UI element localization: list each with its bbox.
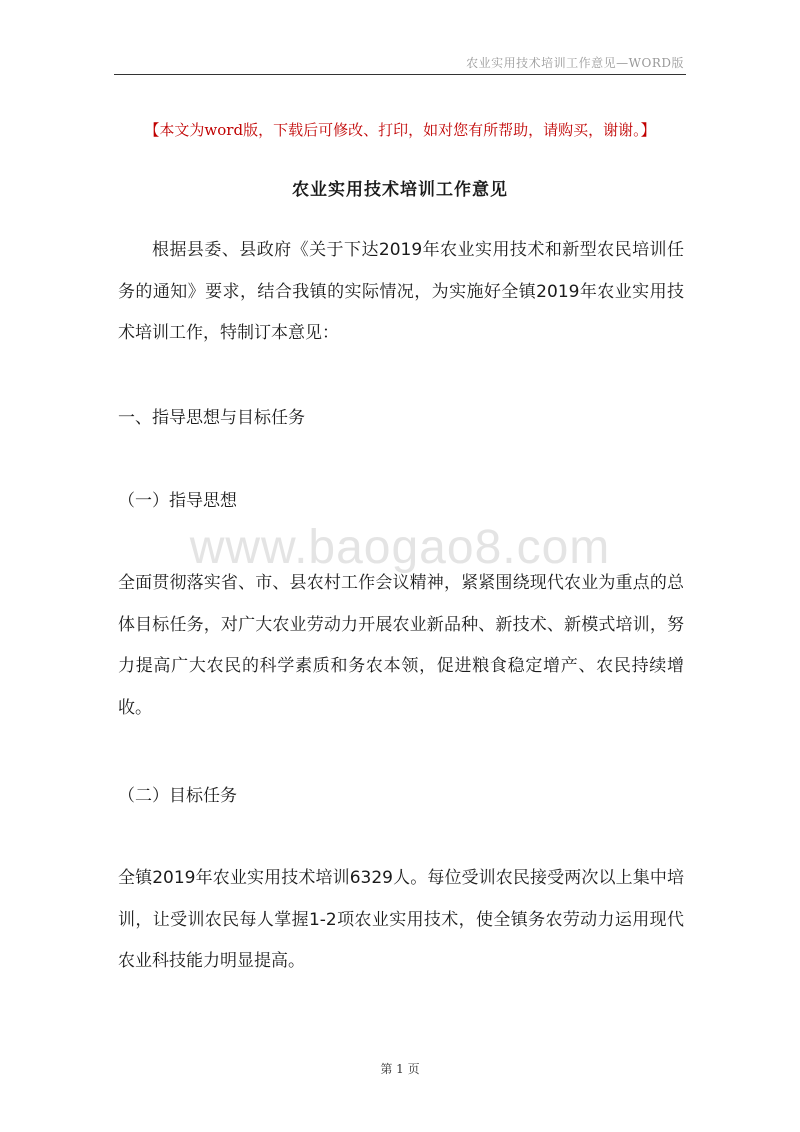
running-header: 农业实用技术培训工作意见—WORD版 xyxy=(466,56,684,70)
subsection-heading-guiding-ideology: （一）指导思想 xyxy=(118,491,237,511)
header-divider xyxy=(114,74,686,75)
guiding-ideology-paragraph: 全面贯彻落实省、市、县农村工作会议精神，紧紧围绕现代农业为重点的总体目标任务，对广大农业劳动力开展农业新品种、新技术、新模式培训，努力提高广大农民的科学素质和务农本领，促进粮食稳定增产、农民持续增收。 xyxy=(118,573,684,718)
subsection-heading-target-tasks: （二）目标任务 xyxy=(118,786,237,806)
section-heading-1: 一、指导思想与目标任务 xyxy=(118,408,305,428)
document-title: 农业实用技术培训工作意见 xyxy=(292,180,508,200)
page-number: 第 1 页 xyxy=(380,1062,420,1076)
watermark: www.baogao8.com xyxy=(189,521,611,574)
download-notice: 【本文为word版，下载后可修改、打印，如对您有所帮助，请购买，谢谢。】 xyxy=(144,121,656,139)
intro-paragraph: 根据县委、县政府《关于下达2019年农业实用技术和新型农民培训任务的通知》要求，结合我镇的实际情况，为实施好全镇2019年农业实用技术培训工作，特制订本意见： xyxy=(118,240,684,343)
target-tasks-paragraph: 全镇2019年农业实用技术培训6329人。每位受训农民接受两次以上集中培训，让受训农民每人掌握1-2项农业实用技术，使全镇务农劳动力运用现代农业科技能力明显提高。 xyxy=(118,868,684,971)
